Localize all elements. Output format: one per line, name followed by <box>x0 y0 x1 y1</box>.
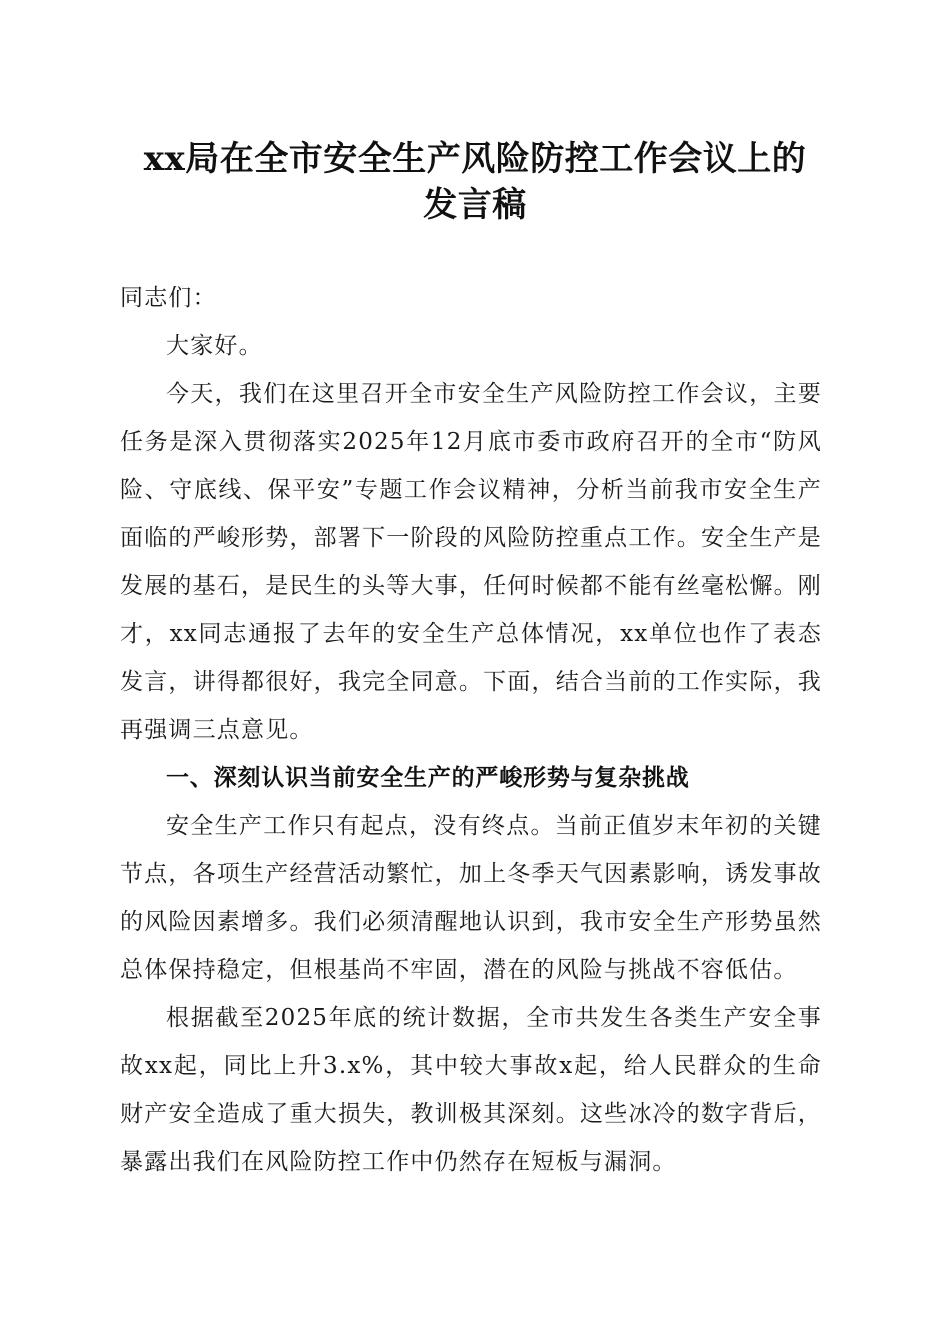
section-1-paragraph-1: 安全生产工作只有起点，没有终点。当前正值岁末年初的关键节点，各项生产经营活动繁忙，加上冬季天气因素影响，诱发事故的风险因素增多。我们必须清醒地认识到，我市安全生产形势虽然总体保持稳定，但根基尚不牢固，潜在的风险与挑战不容低估。 <box>120 813 822 983</box>
intro-paragraph: 今天，我们在这里召开全市安全生产风险防控工作会议，主要任务是深入贯彻落实2025年12月底市委市政府召开的全市“防风险、守底线、保平安”专题工作会议精神，分析当前我市安全生产面临的严峻形势，部署下一阶段的风险防控重点工作。安全生产是发展的基石，是民生的头等大事，任何时候都不能有丝毫松懈。刚才，xx同志通报了去年的安全生产总体情况，xx单位也作了表态发言，讲得都很好，我完全同意。下面，结合当前的工作实际，我再强调三点意见。 <box>120 381 822 743</box>
section-heading-1: 一、深刻认识当前安全生产的严峻形势与复杂挑战 <box>166 765 690 791</box>
greeting: 大家好。 <box>166 333 263 359</box>
document-title <box>100 136 850 228</box>
salutation: 同志们： <box>120 285 217 311</box>
document-body <box>120 274 822 1186</box>
document-title-line-2: 发言稿 <box>423 185 527 225</box>
document-title-line-1: xx局在全市安全生产风险防控工作会议上的 <box>143 139 807 179</box>
section-1-paragraph-2: 根据截至2025年底的统计数据，全市共发生各类生产安全事故xx起，同比上升3.x%，其中较大事故x起，给人民群众的生命财产安全造成了重大损失，教训极其深刻。这些冰冷的数字背后，暴露出我们在风险防控工作中仍然存在短板与漏洞。 <box>120 1005 822 1175</box>
